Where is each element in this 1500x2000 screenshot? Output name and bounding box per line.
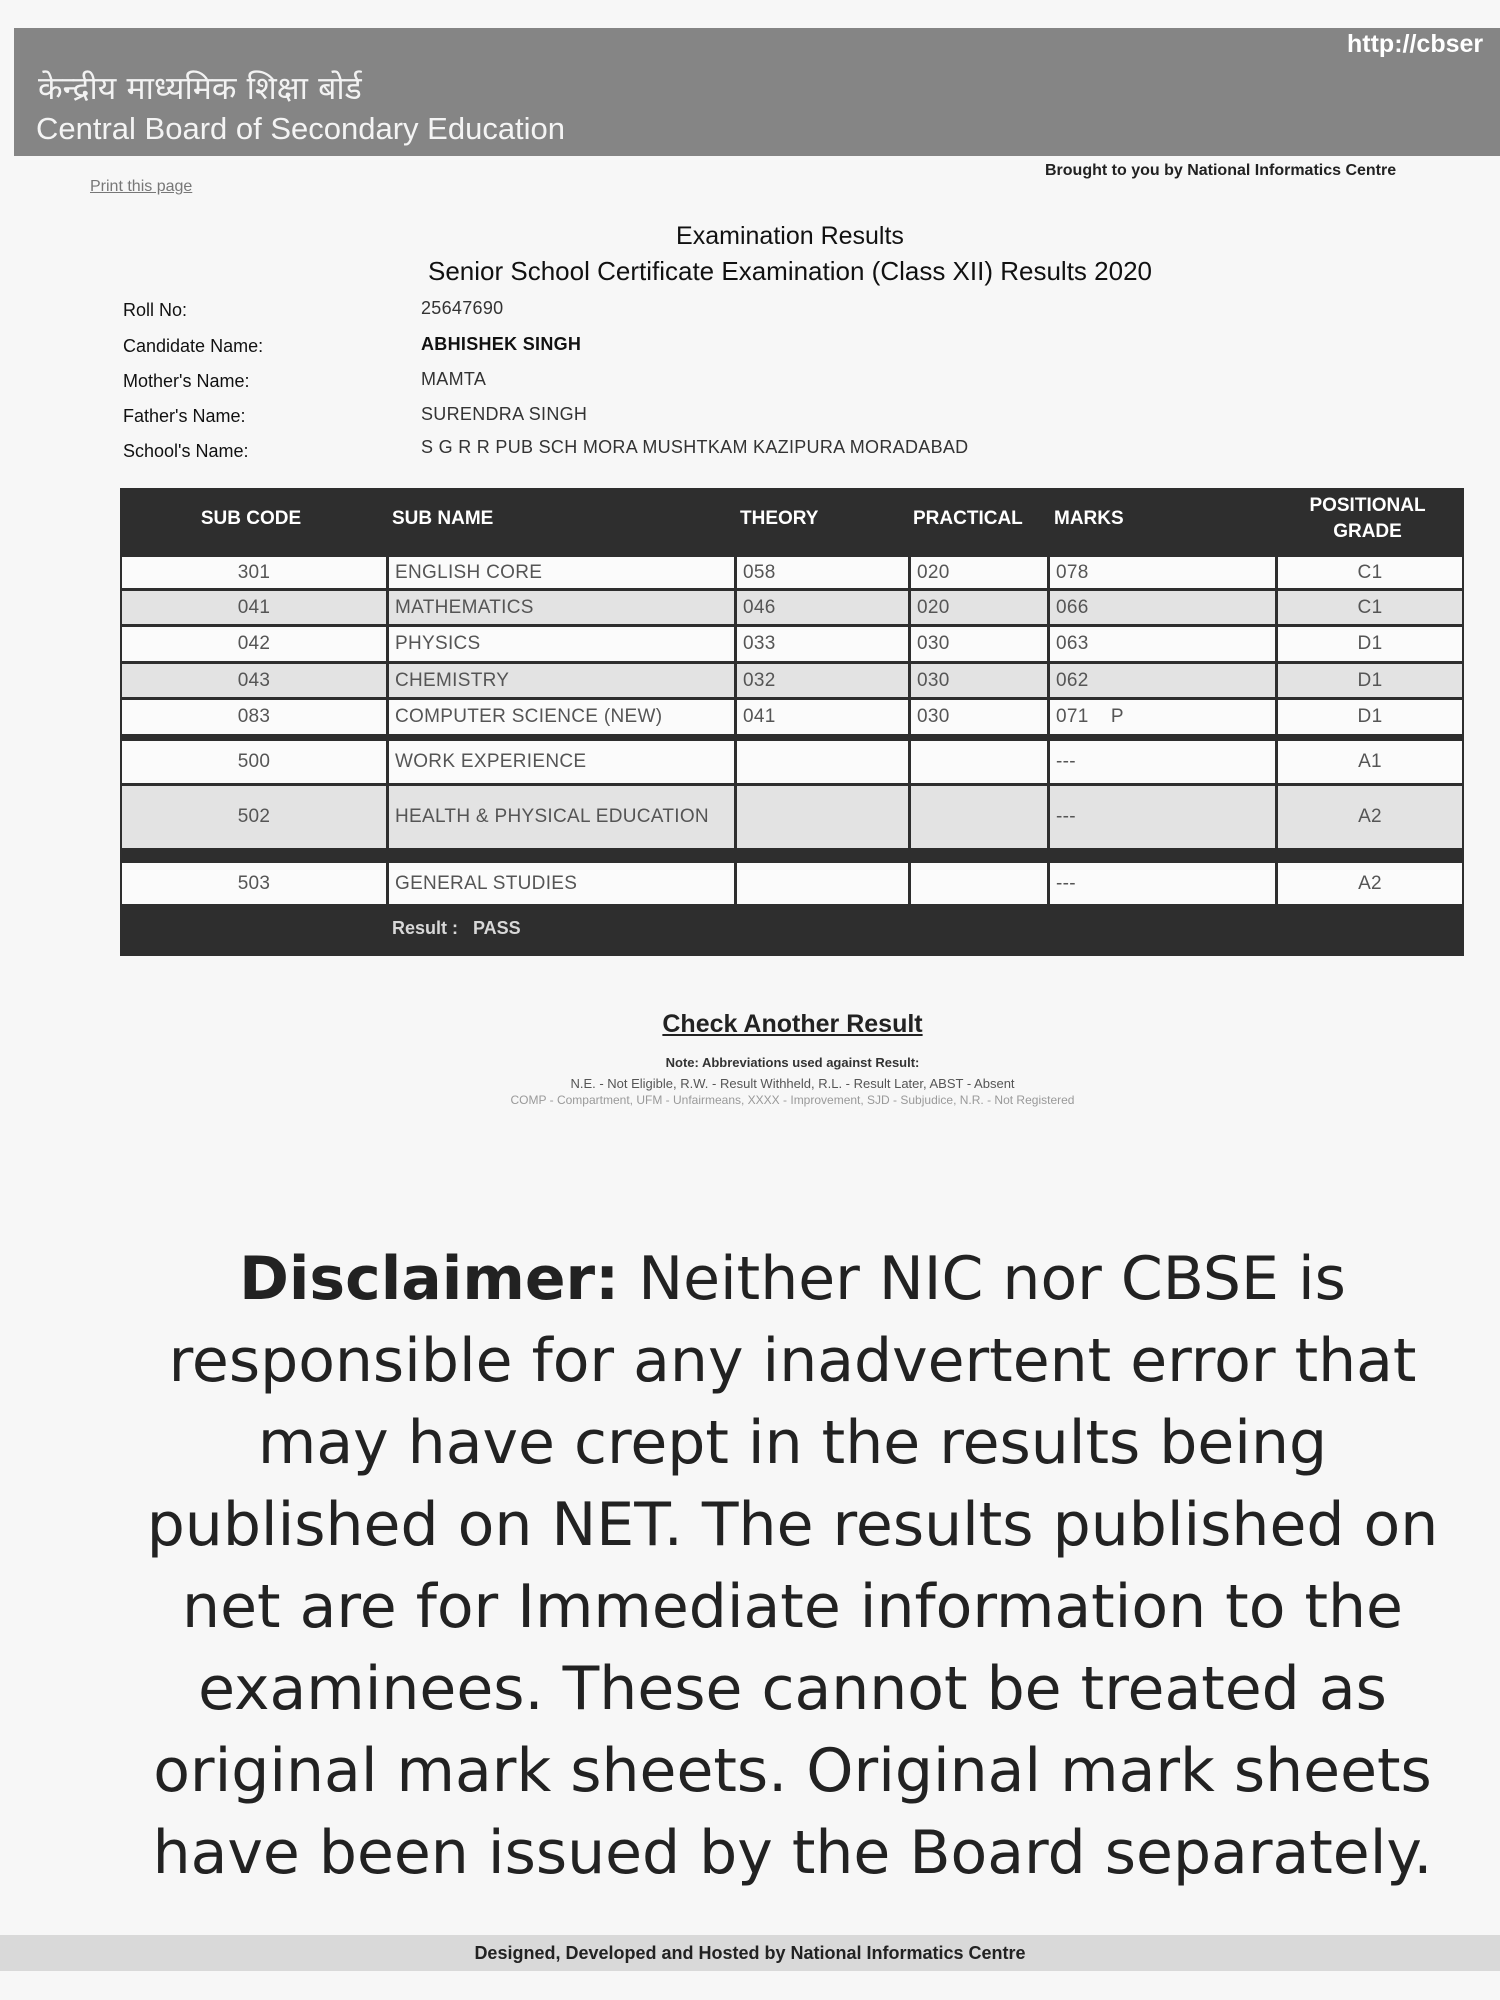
table-row xyxy=(120,741,1464,783)
marks-cell: --- xyxy=(1050,786,1275,848)
sub-code-cell: 083 xyxy=(122,700,386,734)
header-sub-code: SUB CODE xyxy=(200,508,302,529)
grade-cell: D1 xyxy=(1278,664,1462,697)
practical-cell xyxy=(911,863,1047,904)
sub-name-cell: GENERAL STUDIES xyxy=(389,863,734,904)
marks-cell: 071 P xyxy=(1050,700,1275,734)
mother-name-label: Mother's Name: xyxy=(123,371,250,391)
result-status: Result : PASS xyxy=(392,918,521,938)
marks-cell: 062 xyxy=(1050,664,1275,697)
footer-text: Designed, Developed and Hosted by National Informatics Centre xyxy=(474,1942,1026,1963)
sub-code-cell: 502 xyxy=(122,786,386,848)
exam-heading: Examination Results xyxy=(676,222,904,250)
grade-cell: A2 xyxy=(1278,786,1462,848)
sub-name-cell: HEALTH & PHYSICAL EDUCATION xyxy=(389,786,734,848)
sub-name-cell: MATHEMATICS xyxy=(389,591,734,624)
table-row xyxy=(120,664,1464,697)
practical-cell: 030 xyxy=(911,664,1047,697)
sub-name-cell: PHYSICS xyxy=(389,627,734,661)
disclaimer xyxy=(105,1238,1480,1894)
grade-cell: C1 xyxy=(1278,557,1462,588)
table-row xyxy=(120,863,1464,904)
practical-cell: 030 xyxy=(911,627,1047,661)
results-table xyxy=(120,488,1464,956)
sub-code-cell: 042 xyxy=(122,627,386,661)
marks-cell: 066 xyxy=(1050,591,1275,624)
practical-cell xyxy=(911,786,1047,848)
marks-cell: 078 xyxy=(1050,557,1275,588)
disclaimer-text: Neither NIC nor CBSE is responsible for any inadvertent error that may have crept in the results being published on NET. The results published on net are for Immediate information to the examinees. These cannot be treated as original mark sheets. Original mark sheets have been issued by the Board separately. xyxy=(146,1244,1439,1888)
sub-code-cell: 500 xyxy=(122,741,386,783)
marks-cell: --- xyxy=(1050,741,1275,783)
school-name-label: School's Name: xyxy=(123,441,249,461)
print-page-link[interactable]: Print this page xyxy=(90,178,193,195)
note-title: Note: Abbreviations used against Result: xyxy=(665,1055,920,1070)
sub-code-cell: 041 xyxy=(122,591,386,624)
sub-name-cell: CHEMISTRY xyxy=(389,664,734,697)
board-title-hindi: केन्द्रीय माध्यमिक शिक्षा बोर्ड xyxy=(38,69,362,107)
grade-cell: D1 xyxy=(1278,627,1462,661)
practical-cell: 020 xyxy=(911,557,1047,588)
practical-cell xyxy=(911,741,1047,783)
theory-cell: 046 xyxy=(737,591,908,624)
marks-cell: --- xyxy=(1050,863,1275,904)
marks-cell: 063 xyxy=(1050,627,1275,661)
exam-title: Senior School Certificate Examination (Class XII) Results 2020 xyxy=(428,256,1152,286)
candidate-name-value: ABHISHEK SINGH xyxy=(421,334,582,354)
sub-name-cell: COMPUTER SCIENCE (NEW) xyxy=(389,700,734,734)
theory-cell xyxy=(737,741,908,783)
header-theory: THEORY xyxy=(740,508,819,529)
brought-by-text: Brought to you by National Informatics Centre xyxy=(1045,162,1397,179)
footer xyxy=(0,1935,1500,1971)
theory-cell xyxy=(737,786,908,848)
sub-code-cell: 043 xyxy=(122,664,386,697)
board-title-english: Central Board of Secondary Education xyxy=(36,111,566,146)
father-name-value: SURENDRA SINGH xyxy=(421,404,588,424)
table-row xyxy=(120,700,1464,734)
sub-code-cell: 301 xyxy=(122,557,386,588)
sub-name-cell: WORK EXPERIENCE xyxy=(389,741,734,783)
theory-cell: 032 xyxy=(737,664,908,697)
grade-cell: A2 xyxy=(1278,863,1462,904)
url-text: http://cbser xyxy=(1347,30,1484,58)
header-sub-name: SUB NAME xyxy=(392,508,494,529)
mother-name-value: MAMTA xyxy=(421,369,487,389)
header-positional-grade: POSITIONAL GRADE xyxy=(1309,495,1426,542)
roll-value: 25647690 xyxy=(421,298,504,318)
grade-cell: D1 xyxy=(1278,700,1462,734)
table-row xyxy=(120,627,1464,661)
father-name-label: Father's Name: xyxy=(123,406,246,426)
disclaimer-label: Disclaimer: xyxy=(239,1244,620,1314)
grade-cell: A1 xyxy=(1278,741,1462,783)
grade-cell: C1 xyxy=(1278,591,1462,624)
sub-name-cell: ENGLISH CORE xyxy=(389,557,734,588)
candidate-name-label: Candidate Name: xyxy=(123,336,264,356)
header-practical: PRACTICAL xyxy=(913,508,1023,529)
note-abbreviations-line2: COMP - Compartment, UFM - Unfairmeans, XXXX - Improvement, SJD - Subjudice, N.R. - Not Registered xyxy=(510,1093,1075,1107)
theory-cell: 033 xyxy=(737,627,908,661)
table-row xyxy=(120,591,1464,624)
sub-code-cell: 503 xyxy=(122,863,386,904)
roll-label: Roll No: xyxy=(123,300,188,320)
table-row xyxy=(120,557,1464,588)
theory-cell: 058 xyxy=(737,557,908,588)
header-marks: MARKS xyxy=(1054,508,1124,529)
theory-cell: 041 xyxy=(737,700,908,734)
table-row xyxy=(120,786,1464,848)
check-another-result-link[interactable]: Check Another Result xyxy=(662,1010,923,1038)
practical-cell: 030 xyxy=(911,700,1047,734)
theory-cell xyxy=(737,863,908,904)
note-abbreviations-line1: N.E. - Not Eligible, R.W. - Result Withheld, R.L. - Result Later, ABST - Absent xyxy=(570,1076,1015,1091)
school-name-value: S G R R PUB SCH MORA MUSHTKAM KAZIPURA MORADABAD xyxy=(421,437,969,457)
practical-cell: 020 xyxy=(911,591,1047,624)
